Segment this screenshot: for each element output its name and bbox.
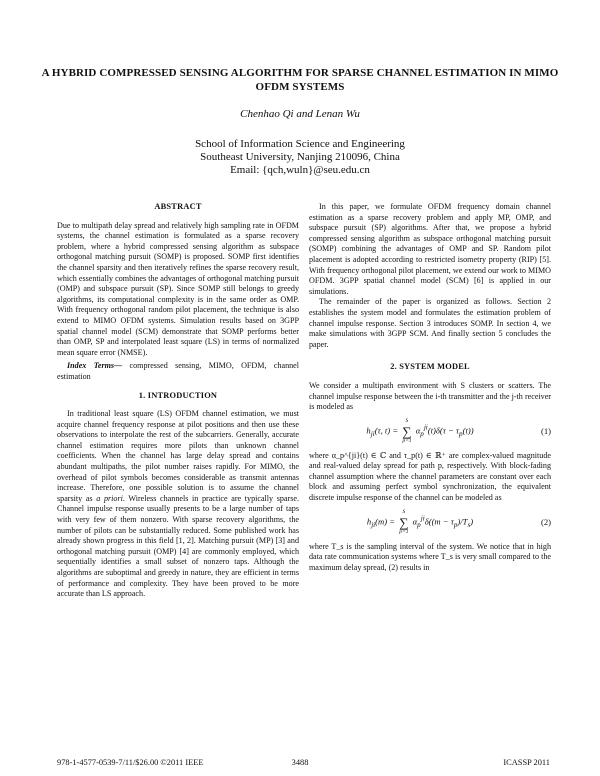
abstract-text: Due to multipath delay spread and relatively high sampling rate in OFDM systems, the channel estimation is formulated as a sparse recovery problem, where a hybrid compressed sensing algorithm as subspace orthogonal matching pursuit (SOMP) is proposed. SOMP first identifies the channel sparsity and then iteratively refines the sparse recovery result, which essentially combines the advantages of orthogonal matching pursuit (OMP) and subspace pursuit (SP). Since SOMP still belongs to greedy algorithms, its computational complexity is in the same order as OMP. With frequency orthogonal random pilot placement, the technique is also extend to MIMO OFDM systems. Simulation results based on 3GPP spatial channel model (SCM) demonstrate that SOMP performs better than OMP, SP and interpolated least square (LS) in terms of normalized mean square error (NMSE). xyxy=(57,220,299,357)
paper-authors: Chenhao Qi and Lenan Wu xyxy=(240,108,360,120)
equation-1-body: $h_{ji}(\tau$, t) = S ∑ p=1 $\alpha_p^{ji}(t)\delta(\tau - \tau_p(t))$ xyxy=(366,417,474,444)
equation-2-body: $h_{ji}(m)$ = S ∑ p=1 $\alpha_p^{ji}\delta((m - \tau_p)/T_s)$ xyxy=(366,508,474,535)
intro-p1-part-b: . Wireless channels in practice are typically sparse. Channel impulse response usually presents to be a large number of taps with very few of them nonzero. With sparse recovery algorithms, the number of pilots can be substantially reduced. Some published work has already shown progress in this field [1, 2]. Matching pursuit (MP) [3] and orthogonal matching pursuit (OMP) [4] are commonly employed, which sequentially identifies a small subset of nonzero taps. Although the algorithms are suboptimal and greedy in nature, they are efficient in terms of performance and complexity. They have been proved to be more accurate than LS approach. xyxy=(57,493,300,599)
section1-heading: 1. INTRODUCTION xyxy=(138,390,218,400)
intro-paragraph-1 xyxy=(57,409,299,600)
model-paragraph-1: We consider a multipath environment with S clusters or scatters. The channel impulse response between the i-th transmitter and the j-th receiver is modeled as xyxy=(309,380,551,412)
index-terms-label: Index Terms— xyxy=(67,361,123,371)
left-column xyxy=(57,202,299,600)
affiliation-email: Email: {qch,wuln}@seu.edu.cn xyxy=(230,164,370,176)
right-column xyxy=(309,202,551,573)
index-terms-text: compressed sensing, MIMO, OFDM, channel estimation xyxy=(57,361,300,381)
affiliation xyxy=(40,138,560,177)
affiliation-school: School of Information Science and Engineering xyxy=(195,138,405,150)
model-paragraph-2: where α_p^{ji}(t) ∈ ℂ and τ_p(t) ∈ ℝ⁺ are complex-valued magnitude and real-valued delay spread for path p, respectively. With block-fading channel assumption where the channel parameters are constant over each block and assuming perfect symbol synchronization, the equivalent discrete impulse response of the channel can be modeled as xyxy=(309,450,551,503)
footer-conference: ICASSP 2011 xyxy=(503,758,550,767)
equation-1 xyxy=(309,418,551,445)
intro-p1-apriori: a priori xyxy=(96,493,123,503)
intro-p1-part-a: In traditional least square (LS) OFDM channel estimation, we must acquire channel frequency response at pilot positions and then use these observations to interpolate the rest of the subcarriers. Generally, accurate channel estimation requires more pilots than unknown channel coefficients. When the channel has large delay spread and contains abundant multipaths, the pilot number raises rapidly. For MIMO, the overhead of pilot symbols becomes considerable as transmit antennas increase. Therefore, one possible solution is to assume the channel sparsity as xyxy=(57,409,299,503)
footer-page-number: 3488 xyxy=(291,758,309,767)
model-paragraph-3: where T_s is the sampling interval of the system. We notice that in high data rate communication systems where T_s is very small compared to the maximum delay spread, (2) results in xyxy=(309,541,551,572)
sum-symbol: S ∑ p=1 xyxy=(399,508,409,535)
section2-heading: 2. SYSTEM MODEL xyxy=(390,362,470,372)
affiliation-university: Southeast University, Nanjing 210096, China xyxy=(200,151,400,163)
footer-copyright: 978-1-4577-0539-7/11/$26.00 ©2011 IEEE xyxy=(57,758,204,767)
intro-paragraph-3: The remainder of the paper is organized as follows. Section 2 establishes the system model and formulates the estimation problem of channel impulse response. Section 3 introduces SOMP. In section 4, we make simulations with 3GPP SCM. And finally section 5 concludes the paper. xyxy=(309,297,551,349)
intro-paragraph-2: In this paper, we formulate OFDM frequency domain channel estimation as a sparse recovery problem and apply MP, OMP, and subspace pursuit (SP) algorithms. After that, we propose a hybrid compressed sensing algorithm as subspace orthogonal matching pursuit (SOMP) combining the advantages of OMP and SP. Random pilot placement is adopted according to restricted isometry property (RIP) [5]. With frequency orthogonal pilot placement, we extend our work to MIMO OFDM. 3GPP spatial channel model (SCM) [6] is applied in our simulations. xyxy=(309,202,551,296)
equation-2 xyxy=(309,509,551,536)
abstract-heading: ABSTRACT xyxy=(154,202,202,211)
sum-symbol: S ∑ p=1 xyxy=(402,417,412,444)
equation-1-number: (1) xyxy=(540,425,551,436)
equation-2-number: (2) xyxy=(540,516,551,527)
paper-title: A HYBRID COMPRESSED SENSING ALGORITHM FOR SPARSE CHANNEL ESTIMATION IN MIMO OFDM SYSTEMS xyxy=(41,67,559,93)
index-terms xyxy=(57,361,299,382)
